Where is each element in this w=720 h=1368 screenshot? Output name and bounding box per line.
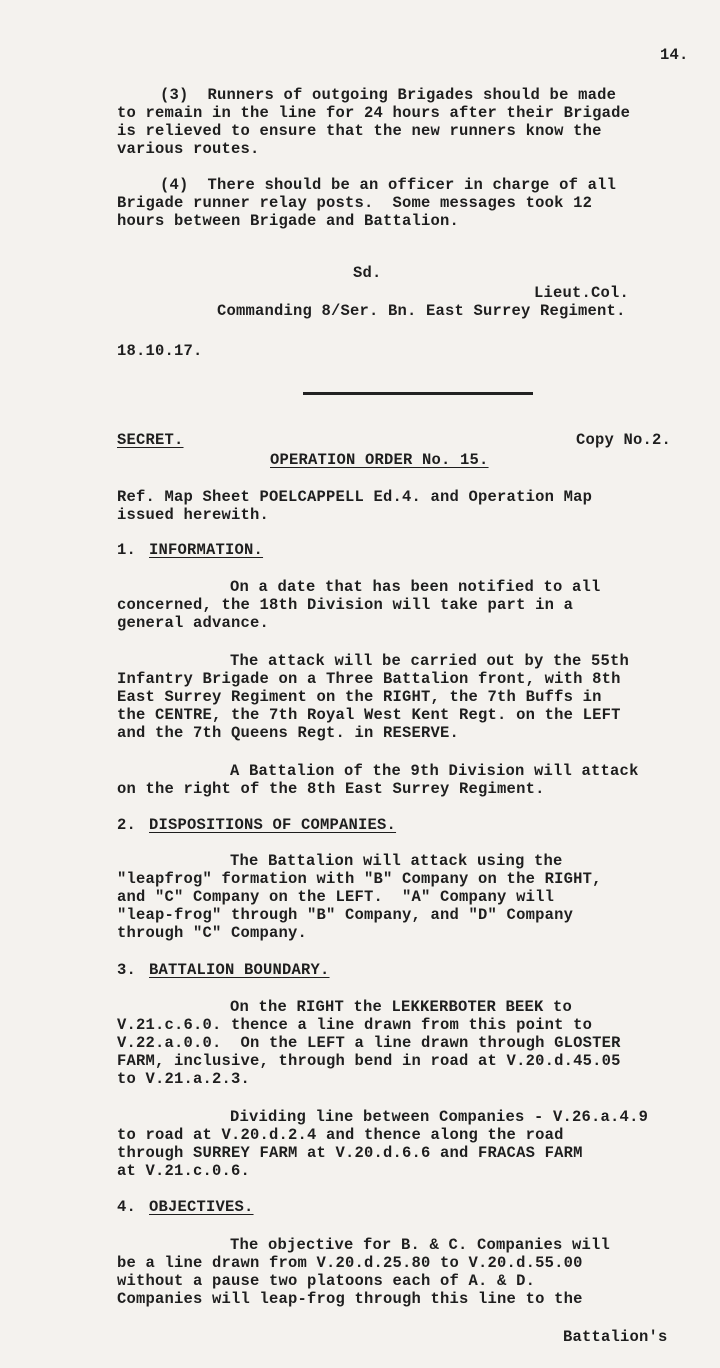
s1-p1-line-2: concerned, the 18th Division will take part in a [117,596,574,614]
s1-p2-line-5: and the 7th Queens Regt. in RESERVE. [117,724,460,742]
s1-p3-line-1: A Battalion of the 9th Division will attack [230,762,639,780]
section-3-heading: BATTALION BOUNDARY. [149,961,330,979]
s1-p2-line-2: Infantry Brigade on a Three Battalion front, with 8th [117,670,621,688]
s4-p1-line-3: without a pause two platoons each of A. & D. [117,1272,536,1290]
order-title: OPERATION ORDER No. 15. [270,451,489,469]
para3-line-2: to remain in the line for 24 hours after their Brigade [117,104,631,122]
para3-line-3: is relieved to ensure that the new runners know the [117,122,602,140]
secret-label: SECRET. [117,431,184,449]
s1-p3-line-2: on the right of the 8th East Surrey Regiment. [117,780,545,798]
document-date: 18.10.17. [117,342,203,360]
s3-p1-line-4: FARM, inclusive, through bend in road at V.20.d.45.05 [117,1052,621,1070]
signature-sd: Sd. [353,264,382,282]
s1-p2-line-1: The attack will be carried out by the 55th [230,652,630,670]
para3-line-4: various routes. [117,140,260,158]
para4-line-1: (4) There should be an officer in charge of all [160,176,617,194]
catchword: Battalion's [563,1328,668,1346]
section-1-heading: INFORMATION. [149,541,264,559]
s3-p1-line-2: V.21.c.6.0. thence a line drawn from this point to [117,1016,593,1034]
s2-p1-line-3: and "C" Company on the LEFT. "A" Company will [117,888,555,906]
s2-p1-line-4: "leap-frog" through "B" Company, and "D" Company [117,906,574,924]
para4-line-3: hours between Brigade and Battalion. [117,212,460,230]
signature-rank: Lieut.Col. [534,284,630,302]
signature-title: Commanding 8/Ser. Bn. East Surrey Regiment. [217,302,626,320]
s4-p1-line-2: be a line drawn from V.20.d.25.80 to V.20.d.55.00 [117,1254,583,1272]
s2-p1-line-5: through "C" Company. [117,924,308,942]
s1-p2-line-3: East Surrey Regiment on the RIGHT, the 7th Buffs in [117,688,602,706]
ref-line-1: Ref. Map Sheet POELCAPPELL Ed.4. and Operation Map [117,488,593,506]
s1-p1-line-3: general advance. [117,614,270,632]
copy-number: Copy No.2. [576,431,672,449]
s3-p2-line-2: to road at V.20.d.2.4 and thence along the road [117,1126,564,1144]
s3-p1-line-1: On the RIGHT the LEKKERBOTER BEEK to [230,998,573,1016]
para4-line-2: Brigade runner relay posts. Some messages took 12 [117,194,593,212]
section-2-heading: DISPOSITIONS OF COMPANIES. [149,816,397,834]
section-4-heading: OBJECTIVES. [149,1198,254,1216]
section-1-number: 1. [117,541,137,559]
s2-p1-line-2: "leapfrog" formation with "B" Company on the RIGHT, [117,870,602,888]
section-3-number: 3. [117,961,137,979]
section-divider [303,392,533,395]
ref-line-2: issued herewith. [117,506,270,524]
s1-p1-line-1: On a date that has been notified to all [230,578,601,596]
s3-p2-line-4: at V.21.c.0.6. [117,1162,251,1180]
page-number: 14. [660,46,689,64]
section-2-number: 2. [117,816,137,834]
section-4-number: 4. [117,1198,137,1216]
para3-line-1: (3) Runners of outgoing Brigades should be made [160,86,617,104]
s3-p2-line-3: through SURREY FARM at V.20.d.6.6 and FRACAS FARM [117,1144,583,1162]
s1-p2-line-4: the CENTRE, the 7th Royal West Kent Regt. on the LEFT [117,706,621,724]
s3-p1-line-5: to V.21.a.2.3. [117,1070,251,1088]
s3-p1-line-3: V.22.a.0.0. On the LEFT a line drawn through GLOSTER [117,1034,621,1052]
s3-p2-line-1: Dividing line between Companies - V.26.a.4.9 [230,1108,649,1126]
s4-p1-line-1: The objective for B. & C. Companies will [230,1236,611,1254]
s2-p1-line-1: The Battalion will attack using the [230,852,563,870]
s4-p1-line-4: Companies will leap-frog through this line to the [117,1290,583,1308]
